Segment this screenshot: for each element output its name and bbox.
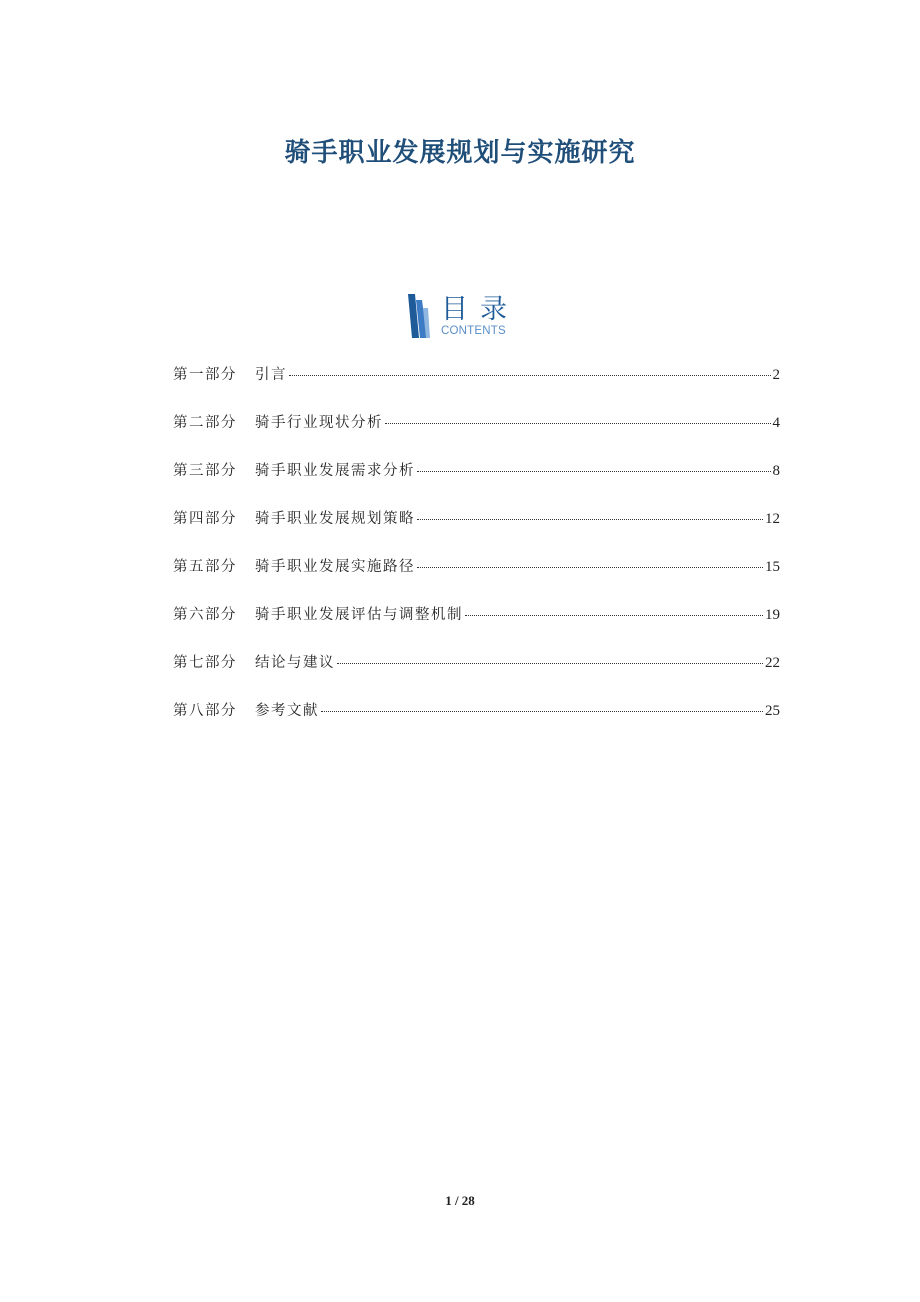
toc-entry-label: 骑手行业现状分析 [255,415,383,431]
toc-entry-page: 15 [765,559,780,575]
toc-entry-label: 引言 [255,367,287,383]
toc-entry[interactable] [173,700,780,748]
toc-entry-label: 结论与建议 [255,655,335,671]
toc-entry-label: 骑手职业发展实施路径 [255,559,415,575]
toc-heading-title: 目录 [441,294,519,325]
toc-entry[interactable] [173,460,780,508]
toc-entry-label: 骑手职业发展需求分析 [255,463,415,479]
toc-entry-part: 第六部分 [173,607,237,623]
toc-entry-page: 8 [772,463,780,479]
toc-dot-leader [289,374,771,376]
toc-entry-part: 第七部分 [173,655,237,671]
toc-entry[interactable] [173,652,780,700]
toc-heading [408,294,528,340]
toc-dot-leader [417,518,763,520]
toc-entry-label: 参考文献 [255,703,319,719]
toc-heading-subtitle: CONTENTS [441,325,506,337]
toc-entry-part: 第八部分 [173,703,237,719]
toc-entry[interactable] [173,604,780,652]
toc-entry[interactable] [173,364,780,412]
toc-entry[interactable] [173,412,780,460]
toc-entry-page: 2 [772,367,780,383]
toc-entry-part: 第一部分 [173,367,237,383]
toc-entry-part: 第四部分 [173,511,237,527]
toc-entry-part: 第二部分 [173,415,237,431]
toc-entry-page: 25 [765,703,780,719]
toc-entry-page: 19 [765,607,780,623]
toc-entry-part: 第三部分 [173,463,237,479]
toc-entry-page: 22 [765,655,780,671]
toc-dot-leader [337,662,763,664]
table-of-contents [173,364,780,748]
toc-dot-leader [417,470,771,472]
toc-entry-label: 骑手职业发展规划策略 [255,511,415,527]
page-number-indicator: 1 / 28 [445,1193,475,1208]
toc-entry[interactable] [173,556,780,604]
toc-entry-part: 第五部分 [173,559,237,575]
toc-dot-leader [417,566,763,568]
toc-dot-leader [385,422,771,424]
toc-entry-page: 4 [772,415,780,431]
toc-entry-page: 12 [765,511,780,527]
contents-logo-icon [408,294,430,338]
toc-entry[interactable] [173,508,780,556]
document-title: 骑手职业发展规划与实施研究 [284,138,636,169]
toc-entry-label: 骑手职业发展评估与调整机制 [255,607,463,623]
toc-dot-leader [465,614,763,616]
toc-dot-leader [321,710,763,712]
